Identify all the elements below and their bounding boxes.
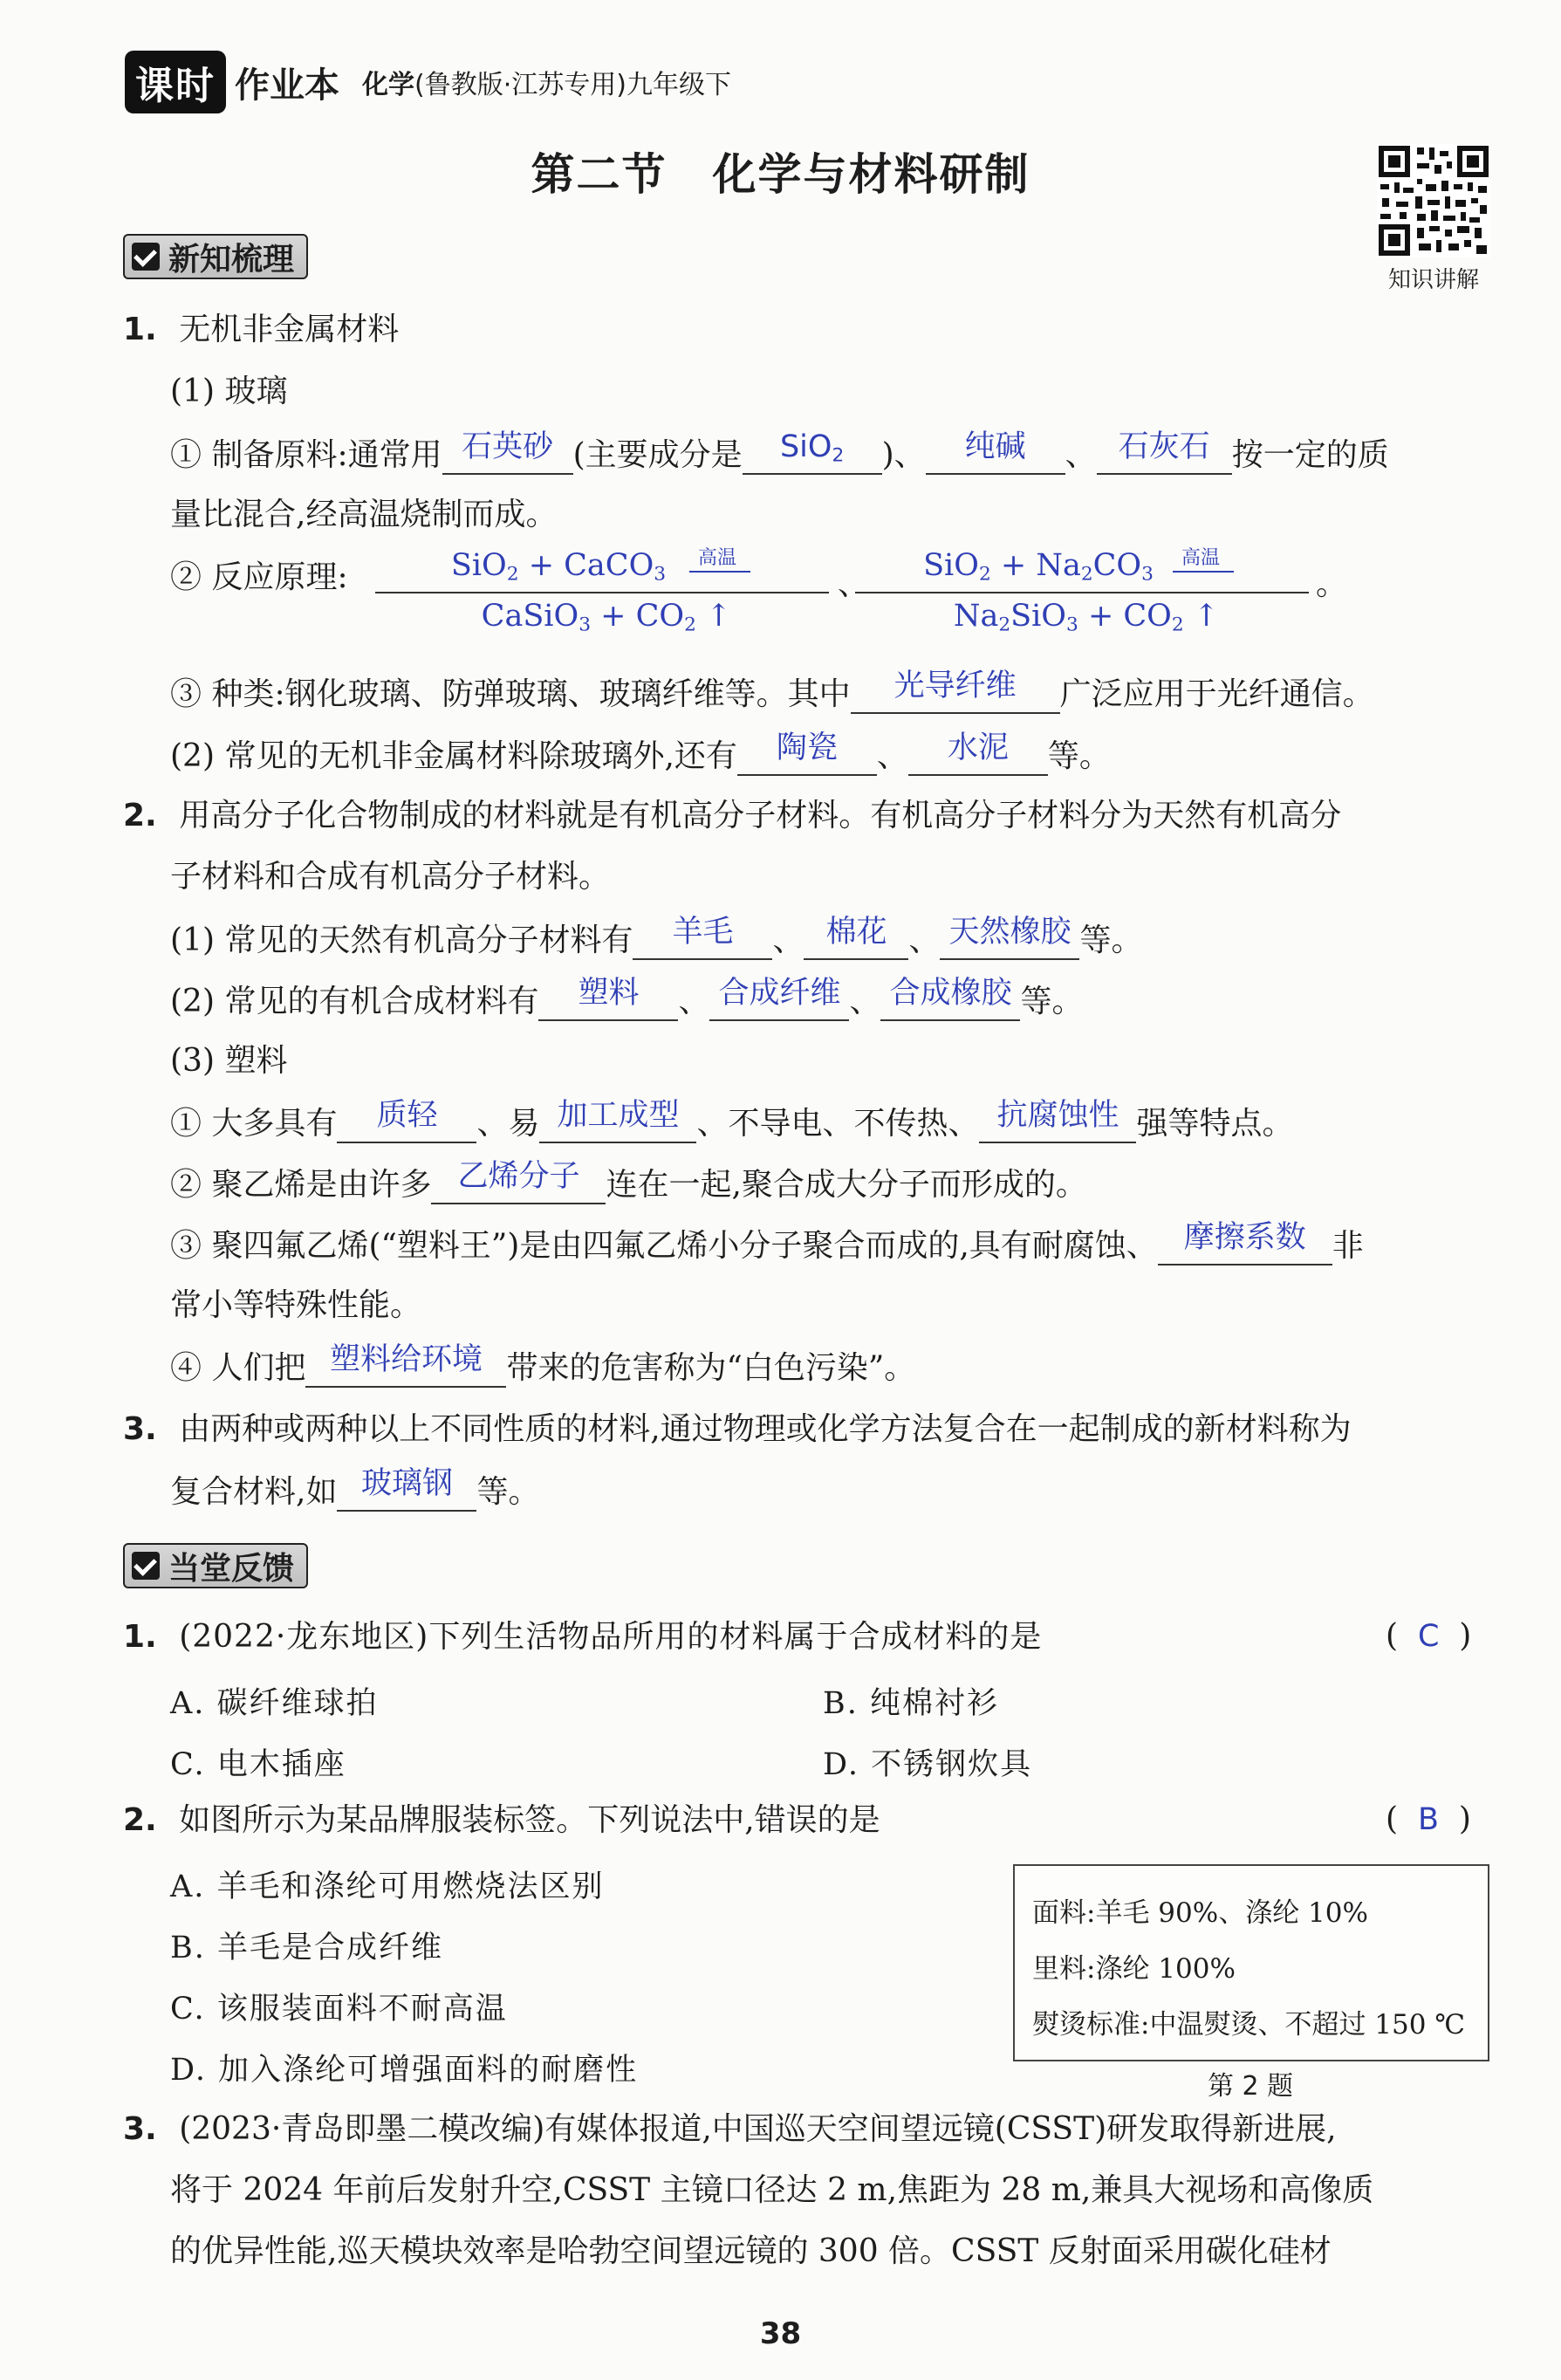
text: ① 制备原料:通常用 <box>170 437 442 473</box>
text: ② 聚乙烯是由许多 <box>170 1167 432 1203</box>
text: 连在一起,聚合成大分子而形成的。 <box>606 1167 1087 1203</box>
text: 非 <box>1332 1228 1364 1264</box>
equation-end: 。 <box>1316 566 1348 602</box>
q2-line10 <box>170 1342 916 1388</box>
q1-line4 <box>170 669 1374 714</box>
f2-answer-paren: ( B ) <box>1386 1801 1471 1837</box>
answer-blank <box>539 1098 696 1143</box>
answer: 合成纤维 <box>718 976 841 1011</box>
text: ④ 人们把 <box>170 1350 306 1386</box>
text: ③ 聚四氟乙烯(“塑料王”)是由四氟乙烯小分子聚合而成的,具有耐腐蚀、 <box>170 1228 1158 1264</box>
answer: 石英砂 <box>462 429 554 464</box>
answer: 纯碱 <box>964 429 1026 464</box>
q2-line1 <box>123 797 1341 835</box>
text: 用高分子化合物制成的材料就是有机高分子材料。有机高分子材料分为天然有机高分 <box>179 798 1342 833</box>
f2-line <box>123 1801 880 1840</box>
f3-line3: 的优异性能,巡天模块效率是哈勃空间望远镜的 300 倍。CSST 反射面采用碳化硅材 <box>170 2233 1332 2269</box>
answer: 乙烯分子 <box>457 1159 580 1194</box>
text: 无机非金属材料 <box>179 312 400 347</box>
answer-blank <box>337 1466 476 1512</box>
text: (2) 常见的无机非金属材料除玻璃外,还有 <box>170 738 737 774</box>
subject: 化学 <box>362 70 414 100</box>
text: 、易 <box>476 1106 540 1142</box>
f1-answer-paren: ( C ) <box>1386 1618 1472 1654</box>
text: 、 <box>1065 437 1097 473</box>
answer: 质轻 <box>376 1098 438 1133</box>
answer-blank <box>926 429 1065 475</box>
f1-option-c: C. 电木插座 <box>170 1747 346 1782</box>
f3-line2: 将于 2024 年前后发射升空,CSST 主镜口径达 2 m,焦距为 28 m,兼具大视场和高像质 <box>170 2172 1374 2208</box>
brand-header <box>125 51 731 113</box>
answer-blank <box>1158 1220 1332 1265</box>
equation-separator: 、 <box>838 566 870 602</box>
checkbox-icon <box>132 243 160 271</box>
q2-line6 <box>170 1098 1294 1143</box>
equation-2-condition: 高温 <box>1181 547 1221 569</box>
question-number: 1. <box>123 1619 157 1655</box>
text: 复合材料,如 <box>170 1474 338 1510</box>
text: 等。 <box>476 1474 540 1510</box>
text: 按一定的质 <box>1231 437 1389 473</box>
equation-2-line <box>855 592 1309 593</box>
text: (2) 常见的有机合成材料有 <box>170 984 539 1019</box>
f2-option-d: D. 加入涤纶可增强面料的耐磨性 <box>170 2053 639 2088</box>
q2-line8 <box>170 1220 1364 1265</box>
equation-1-line <box>375 592 829 593</box>
qr-code-icon <box>1377 144 1490 257</box>
q2-line2: 子材料和合成有机高分子材料。 <box>170 859 611 895</box>
answer-blank <box>908 730 1048 776</box>
answer-blank <box>305 1342 506 1388</box>
brand-logo: 课时 <box>125 51 226 113</box>
answer: 塑料给环境 <box>329 1342 483 1377</box>
f3-line1 <box>123 2110 1337 2149</box>
text: 、不导电、不传热、 <box>696 1106 980 1142</box>
answer-blank <box>633 915 772 960</box>
question-number: 3. <box>123 2111 157 2147</box>
text: 强等特点。 <box>1136 1106 1294 1142</box>
section-title: 当堂反馈 <box>168 1550 295 1587</box>
q1-sub1: (1) 玻璃 <box>170 374 288 409</box>
text: 如图所示为某品牌服装标签。下列说法中,错误的是 <box>179 1802 880 1838</box>
answer: 加工成型 <box>557 1098 680 1133</box>
q1-line5 <box>170 730 1111 776</box>
section-class-feedback <box>123 1543 308 1588</box>
answer-blank <box>979 1098 1136 1143</box>
f1-option-a: A. 碳纤维球拍 <box>170 1686 379 1721</box>
text: ③ 种类:钢化玻璃、防弹玻璃、玻璃纤维等。其中 <box>170 676 851 712</box>
answer-blank <box>737 730 877 776</box>
q2-line4 <box>170 976 1084 1021</box>
answer-blank <box>431 1159 606 1204</box>
text: 带来的危害称为“白色污染”。 <box>506 1350 916 1386</box>
answer-blank <box>337 1098 476 1143</box>
question-number: 1. <box>123 312 157 347</box>
equation-2-products: $Na_2SiO_3 + CO_2$ ↑ <box>953 599 1220 636</box>
q3-line1 <box>123 1410 1352 1449</box>
answer: 棉花 <box>825 915 887 950</box>
answer: 塑料 <box>578 976 640 1011</box>
answer: 摩擦系数 <box>1183 1220 1306 1255</box>
answer: 石灰石 <box>1118 429 1210 464</box>
q1-line3: ② 反应原理: <box>170 559 348 595</box>
answer-blank <box>709 976 849 1021</box>
f1-line <box>123 1618 1042 1656</box>
text: 、 <box>876 738 908 774</box>
f1-option-d: D. 不锈钢炊具 <box>823 1747 1033 1782</box>
equation-1-products: CaSiO$_3$ + $CO_2$ ↑ <box>481 599 732 636</box>
answer-blank <box>442 429 573 475</box>
text: (1) 常见的天然有机高分子材料有 <box>170 923 633 958</box>
answer: 光导纤维 <box>893 669 1017 703</box>
clothing-tag-figure <box>1013 1864 1489 2061</box>
answer-blank <box>880 976 1020 1021</box>
q1-line1 <box>170 429 1389 475</box>
text: (2023·青岛即墨二模改编)有媒体报道,中国巡天空间望远镜(CSST)研发取得新进展, <box>179 2111 1337 2147</box>
checkbox-icon <box>132 1552 160 1580</box>
equation-1-arrow <box>689 571 750 573</box>
question-number: 2. <box>123 1802 157 1838</box>
q1-line <box>123 311 399 349</box>
text: (2022·龙东地区)下列生活物品所用的材料属于合成材料的是 <box>179 1619 1043 1655</box>
text: 等。 <box>1020 984 1084 1019</box>
text: )、 <box>881 437 926 473</box>
answer-blank <box>1097 429 1232 475</box>
q2-line7 <box>170 1159 1087 1204</box>
edition: (鲁教版·江苏专用)九年级下 <box>414 70 731 100</box>
answer: B <box>1417 1802 1439 1837</box>
f2-option-c: C. 该服装面料不耐高温 <box>170 1992 508 2027</box>
section-new-knowledge <box>123 234 308 279</box>
f1-option-b: B. 纯棉衬衫 <box>823 1686 999 1721</box>
text: ① 大多具有 <box>170 1106 338 1142</box>
qr-label: 知识讲解 <box>1387 267 1479 293</box>
text: 、 <box>772 923 804 958</box>
figure-caption: 第 2 题 <box>1208 2071 1294 2102</box>
brand-name: 作业本 <box>235 65 339 106</box>
q2-line5: (3) 塑料 <box>170 1043 288 1079</box>
answer: SiO$_2$ <box>779 429 845 467</box>
page-title: 第二节 化学与材料研制 <box>531 149 1030 200</box>
subject-edition <box>362 63 731 101</box>
answer-blank <box>940 915 1079 960</box>
text: 、 <box>678 984 710 1019</box>
answer: 羊毛 <box>672 915 734 950</box>
text: 、 <box>908 923 941 958</box>
text: (主要成分是 <box>572 437 743 473</box>
answer: 合成橡胶 <box>889 976 1012 1011</box>
tag-row-ironing: 熨烫标准:中温熨烫、不超过 150 ℃ <box>1032 2009 1465 2040</box>
tag-row-lining: 里料:涤纶 100% <box>1032 1953 1236 1985</box>
answer: 天然橡胶 <box>948 915 1071 950</box>
question-number: 2. <box>123 798 157 833</box>
answer: 陶瓷 <box>776 730 838 765</box>
q2-line9: 常小等特殊性能。 <box>170 1287 422 1323</box>
answer-blank <box>851 669 1060 714</box>
f2-option-a: A. 羊毛和涤纶可用燃烧法区别 <box>170 1869 605 1904</box>
equation-2-arrow <box>1173 571 1234 573</box>
page-number: 38 <box>759 2316 802 2351</box>
q2-line3 <box>170 915 1143 960</box>
tag-row-fabric: 面料:羊毛 90%、涤纶 10% <box>1032 1897 1368 1929</box>
answer: 抗腐蚀性 <box>996 1098 1119 1133</box>
f2-option-b: B. 羊毛是合成纤维 <box>170 1931 443 1965</box>
equation-1-reactants: SiO$_2$ + CaCO$_3$ <box>450 548 667 586</box>
answer-blank <box>538 976 678 1021</box>
q3-line2 <box>170 1466 540 1512</box>
answer: C <box>1417 1619 1440 1654</box>
text: 广泛应用于光纤通信。 <box>1059 676 1374 712</box>
equation-1-condition: 高温 <box>698 547 737 569</box>
section-title: 新知梳理 <box>168 241 295 278</box>
text: 由两种或两种以上不同性质的材料,通过物理或化学方法复合在一起制成的新材料称为 <box>179 1411 1352 1447</box>
answer-blank <box>743 429 882 475</box>
q1-line2: 量比混合,经高温烧制而成。 <box>170 497 558 532</box>
answer-blank <box>804 915 908 960</box>
equation-2-reactants: $SiO_2 + Na_2CO_3$ <box>923 548 1154 586</box>
text: 等。 <box>1079 923 1143 958</box>
text: 等。 <box>1047 738 1111 774</box>
text: 、 <box>849 984 881 1019</box>
answer: 玻璃钢 <box>360 1466 453 1501</box>
question-number: 3. <box>123 1411 157 1447</box>
answer: 水泥 <box>947 730 1009 765</box>
